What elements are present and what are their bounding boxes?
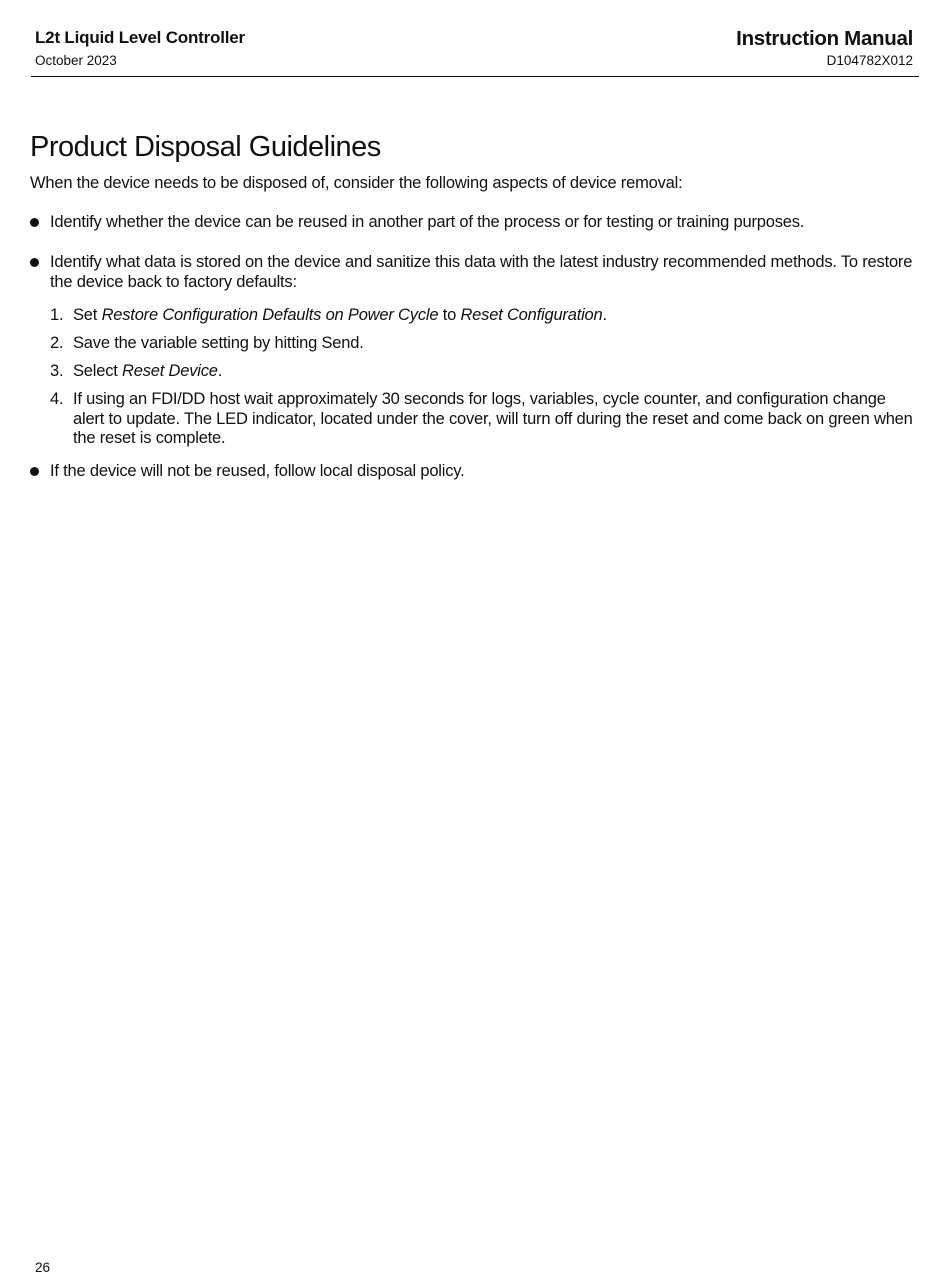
- step-item: [50, 390, 920, 449]
- step-item: [50, 306, 920, 326]
- bullet-icon: [30, 467, 39, 476]
- bullet-icon: [30, 218, 39, 227]
- list-item: [30, 461, 920, 481]
- bullet-text: If the device will not be reused, follow local disposal policy.: [50, 461, 465, 480]
- step-text: Select Reset Device.: [73, 362, 223, 380]
- step-number: 3.: [50, 362, 64, 380]
- list-item: [30, 252, 920, 292]
- step-text: Save the variable setting by hitting Send.: [73, 334, 364, 352]
- main-content: [30, 128, 920, 481]
- setting-name: Restore Configuration Defaults on Power Cycle: [101, 306, 439, 324]
- setting-value: Reset Configuration: [460, 306, 603, 324]
- step-number: 4.: [50, 390, 64, 408]
- step-number: 2.: [50, 334, 64, 352]
- document-type: Instruction Manual: [736, 27, 913, 50]
- reset-steps-list: [50, 306, 920, 449]
- bullet-text: Identify what data is stored on the device and sanitize this data with the latest industry recommended methods. To restore the device back to factory defaults:: [50, 253, 913, 291]
- bullet-icon: [30, 258, 39, 267]
- step-item: [50, 334, 920, 354]
- product-title: L2t Liquid Level Controller: [35, 28, 245, 47]
- step-item: [50, 362, 920, 382]
- page-header: [31, 26, 919, 77]
- document-number: D104782X012: [826, 53, 913, 68]
- publication-date: October 2023: [35, 53, 117, 68]
- list-item: [30, 212, 920, 232]
- bullet-text: Identify whether the device can be reused in another part of the process or for testing or training purposes.: [50, 213, 805, 231]
- page-number: 26: [35, 1260, 51, 1275]
- section-title: Product Disposal Guidelines: [30, 131, 381, 163]
- step-text: Set Restore Configuration Defaults on Power Cycle to Reset Configuration.: [73, 306, 607, 324]
- step-text: If using an FDI/DD host wait approximately 30 seconds for logs, variables, cycle counter, and configuration change alert to update. The LED indicator, located under the cover, will turn off during the reset and come back on green when the reset is complete.: [73, 390, 913, 447]
- intro-paragraph: When the device needs to be disposed of, consider the following aspects of device removal:: [30, 174, 683, 192]
- method-name: Reset Device: [122, 362, 218, 380]
- step-number: 1.: [50, 306, 64, 324]
